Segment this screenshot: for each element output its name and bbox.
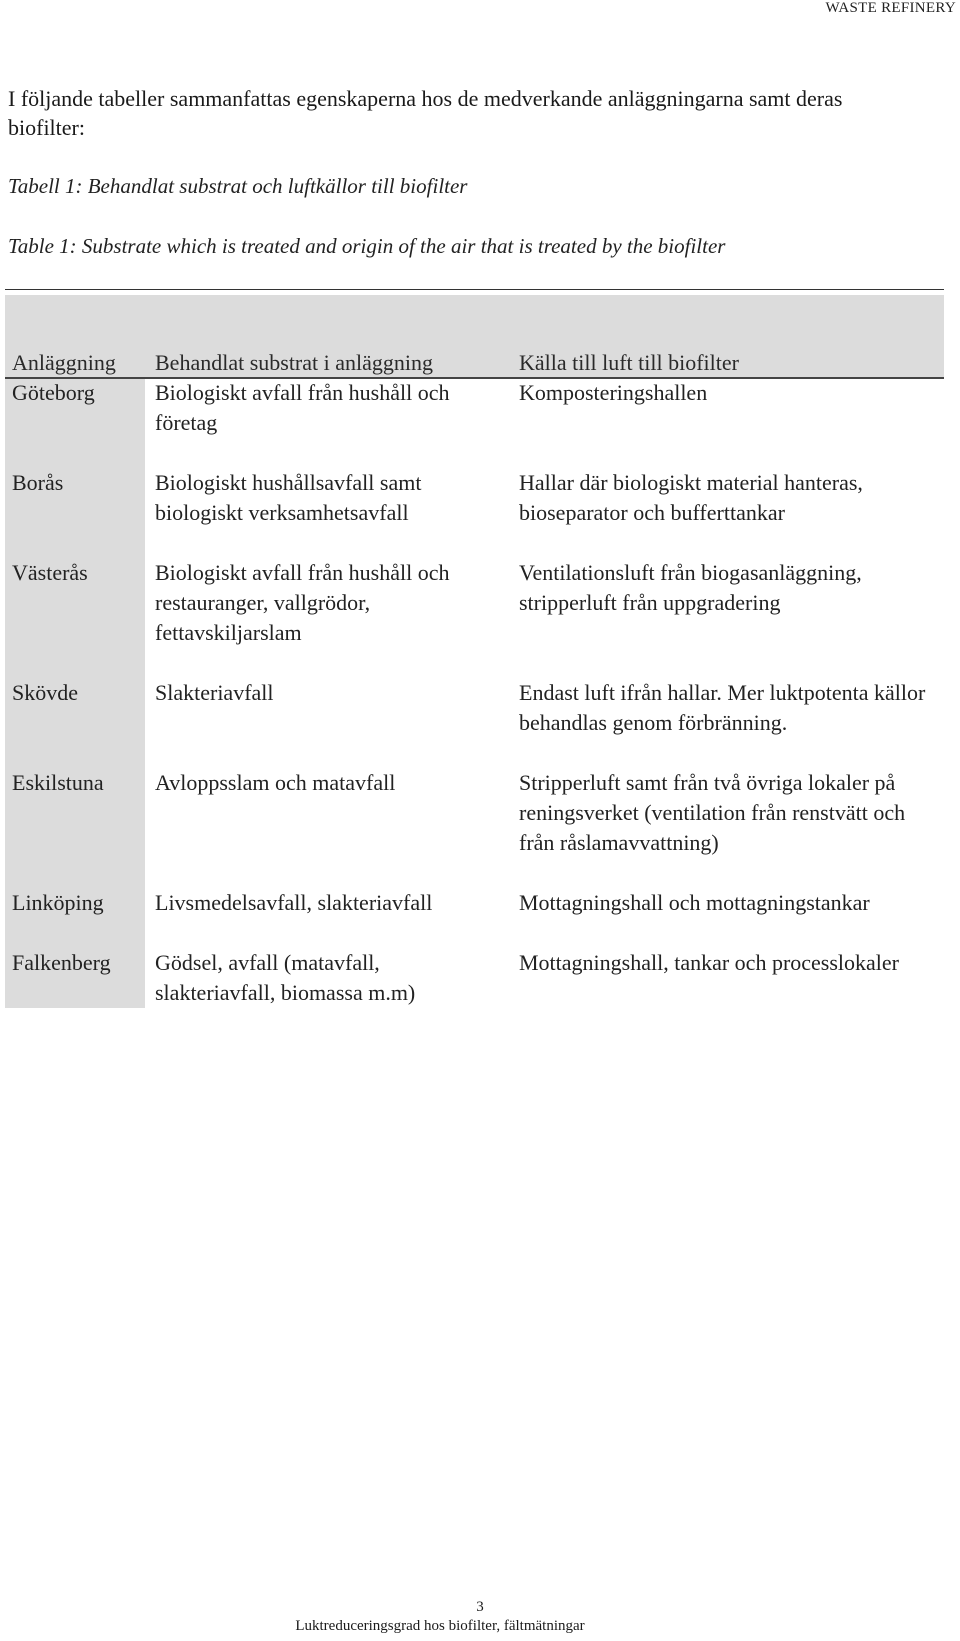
cell-substrate-goteborg: Biologiskt avfall från hushåll och företag	[155, 380, 450, 435]
cell-air-source-skovde: Endast luft ifrån hallar. Mer luktpotenta källor behandlas genom förbränning.	[519, 680, 926, 735]
cell-substrate-falkenberg: Gödsel, avfall (matavfall, slakteriavfall, biomassa m.m)	[155, 950, 416, 1005]
cell-plant-falkenberg: Falkenberg	[12, 950, 111, 975]
cell-substrate-linkoping: Livsmedelsavfall, slakteriavfall	[155, 890, 433, 915]
cell-substrate-skovde: Slakteriavfall	[155, 680, 274, 705]
table-caption-swedish: Tabell 1: Behandlat substrat och luftkällor till biofilter	[8, 174, 468, 198]
cell-air-source-falkenberg: Mottagningshall, tankar och processlokaler	[519, 950, 900, 975]
cell-plant-boras: Borås	[12, 470, 64, 495]
cell-substrate-boras: Biologiskt hushållsavfall samt biologiskt verksamhetsavfall	[155, 470, 422, 525]
cell-air-source-vasteras: Ventilationsluft från biogasanläggning, stripperluft från uppgradering	[519, 560, 862, 615]
cell-plant-eskilstuna: Eskilstuna	[12, 770, 104, 795]
intro-paragraph: I följande tabeller sammanfattas egenskaperna hos de medverkande anläggningarna samt deras biofilter:	[8, 86, 843, 140]
page-footer: Luktreduceringsgrad hos biofilter, fältmätningar	[295, 1618, 585, 1634]
column-header-air-source: Källa till luft till biofilter	[519, 350, 739, 375]
cell-air-source-eskilstuna: Stripperluft samt från två övriga lokaler på reningsverket (ventilation från renstvätt och från råslamavvattning)	[519, 770, 906, 855]
column-header-substrate: Behandlat substrat i anläggning	[155, 350, 433, 375]
table-top-rule	[5, 289, 944, 290]
cell-plant-skovde: Skövde	[12, 680, 78, 705]
running-header: WASTE REFINERY	[825, 0, 956, 16]
cell-air-source-goteborg: Komposteringshallen	[519, 380, 708, 405]
column-header-plant: Anläggning	[12, 350, 116, 375]
cell-plant-vasteras: Västerås	[12, 560, 88, 585]
cell-air-source-linkoping: Mottagningshall och mottagningstankar	[519, 890, 870, 915]
table-caption-english: Table 1: Substrate which is treated and origin of the air that is treated by the biofilter	[8, 234, 726, 258]
cell-substrate-vasteras: Biologiskt avfall från hushåll och restauranger, vallgrödor, fettavskiljarslam	[155, 560, 450, 645]
page-number: 3	[476, 1599, 484, 1615]
cell-plant-linkoping: Linköping	[12, 890, 104, 915]
cell-air-source-boras: Hallar där biologiskt material hanteras, bioseparator och bufferttankar	[519, 470, 863, 525]
cell-substrate-eskilstuna: Avloppsslam och matavfall	[155, 770, 396, 795]
cell-plant-goteborg: Göteborg	[12, 380, 95, 405]
